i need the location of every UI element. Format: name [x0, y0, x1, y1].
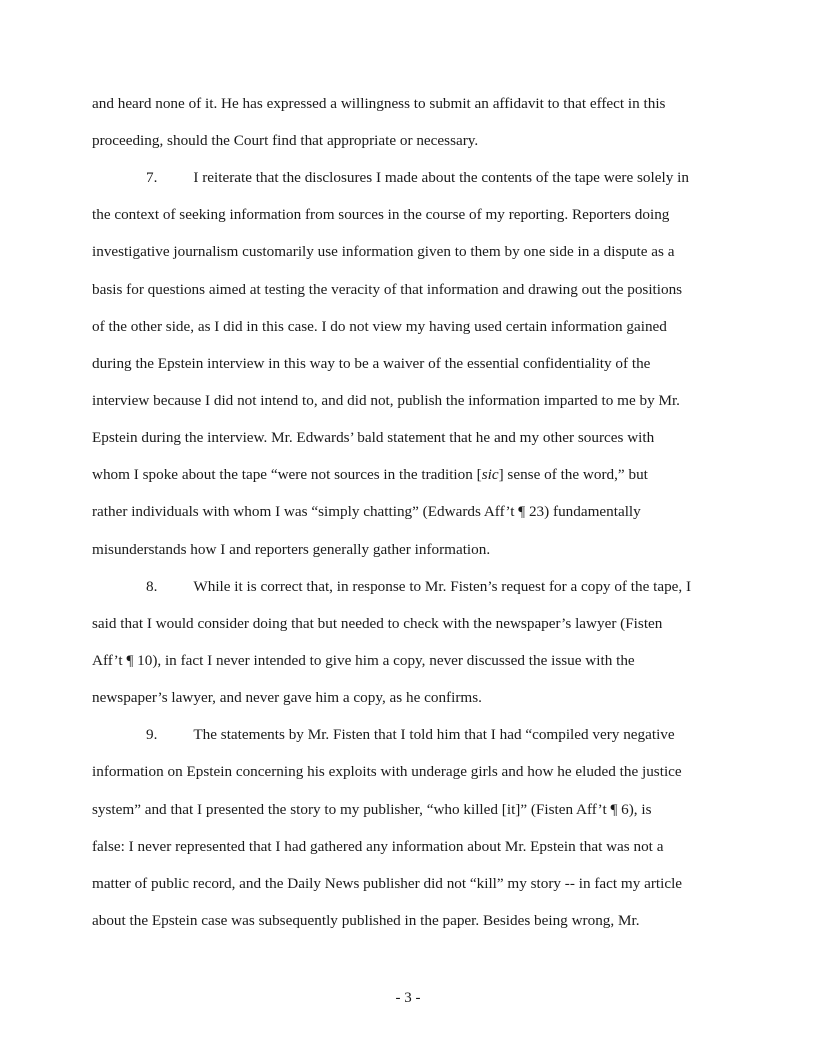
text-line: proceeding, should the Court find that appropriate or necessary. [92, 132, 479, 149]
page-number: - 3 - [395, 990, 421, 1006]
text-segment: ] sense of the word,” but [498, 466, 648, 483]
text-line: during the Epstein interview in this way to be a waiver of the essential confidentiality of the [92, 355, 651, 372]
text-line: false: I never represented that I had gathered any information about Mr. Epstein that was not a [92, 838, 664, 855]
paragraph-7-first-line [146, 168, 689, 188]
text-line: While it is correct that, in response to Mr. Fisten’s request for a copy of the tape, I [193, 578, 692, 595]
sic-italic: sic [481, 466, 499, 483]
text-line: system” and that I presented the story to my publisher, “who killed [it]” (Fisten Aff’t ¶ 6), is [92, 801, 652, 818]
text-line: misunderstands how I and reporters generally gather information. [92, 541, 491, 558]
paragraph-number: 9. [146, 726, 158, 743]
text-line: about the Epstein case was subsequently published in the paper. Besides being wrong, Mr. [92, 912, 640, 929]
text-line: of the other side, as I did in this case. I do not view my having used certain information gained [92, 318, 667, 335]
text-line: Epstein during the interview. Mr. Edwards’ bald statement that he and my other sources with [92, 429, 655, 446]
text-line: Aff’t ¶ 10), in fact I never intended to give him a copy, never discussed the issue with the [92, 652, 635, 669]
text-line: the context of seeking information from sources in the course of my reporting. Reporters doing [92, 206, 670, 223]
text-line: I reiterate that the disclosures I made about the contents of the tape were solely in [193, 169, 689, 186]
text-line: and heard none of it. He has expressed a willingness to submit an affidavit to that effect in this [92, 95, 666, 112]
text-line: information on Epstein concerning his exploits with underage girls and how he eluded the justice [92, 763, 682, 780]
text-line: matter of public record, and the Daily News publisher did not “kill” my story -- in fact my article [92, 875, 683, 892]
text-line: basis for questions aimed at testing the veracity of that information and drawing out the positions [92, 281, 683, 298]
text-line: investigative journalism customarily use information given to them by one side in a dispute as a [92, 243, 675, 260]
text-line: interview because I did not intend to, and did not, publish the information imparted to me by Mr. [92, 392, 680, 409]
text-line: The statements by Mr. Fisten that I told him that I had “compiled very negative [193, 726, 675, 743]
text-line: newspaper’s lawyer, and never gave him a copy, as he confirms. [92, 689, 482, 706]
paragraph-8-first-line [146, 577, 691, 597]
text-line: rather individuals with whom I was “simply chatting” (Edwards Aff’t ¶ 23) fundamentally [92, 503, 641, 520]
text-line [92, 465, 648, 485]
text-line: said that I would consider doing that but needed to check with the newspaper’s lawyer (Fisten [92, 615, 663, 632]
paragraph-number: 8. [146, 578, 158, 595]
text-segment: whom I spoke about the tape “were not sources in the tradition [ [92, 466, 482, 483]
paragraph-9-first-line [146, 725, 675, 745]
paragraph-number: 7. [146, 169, 158, 186]
